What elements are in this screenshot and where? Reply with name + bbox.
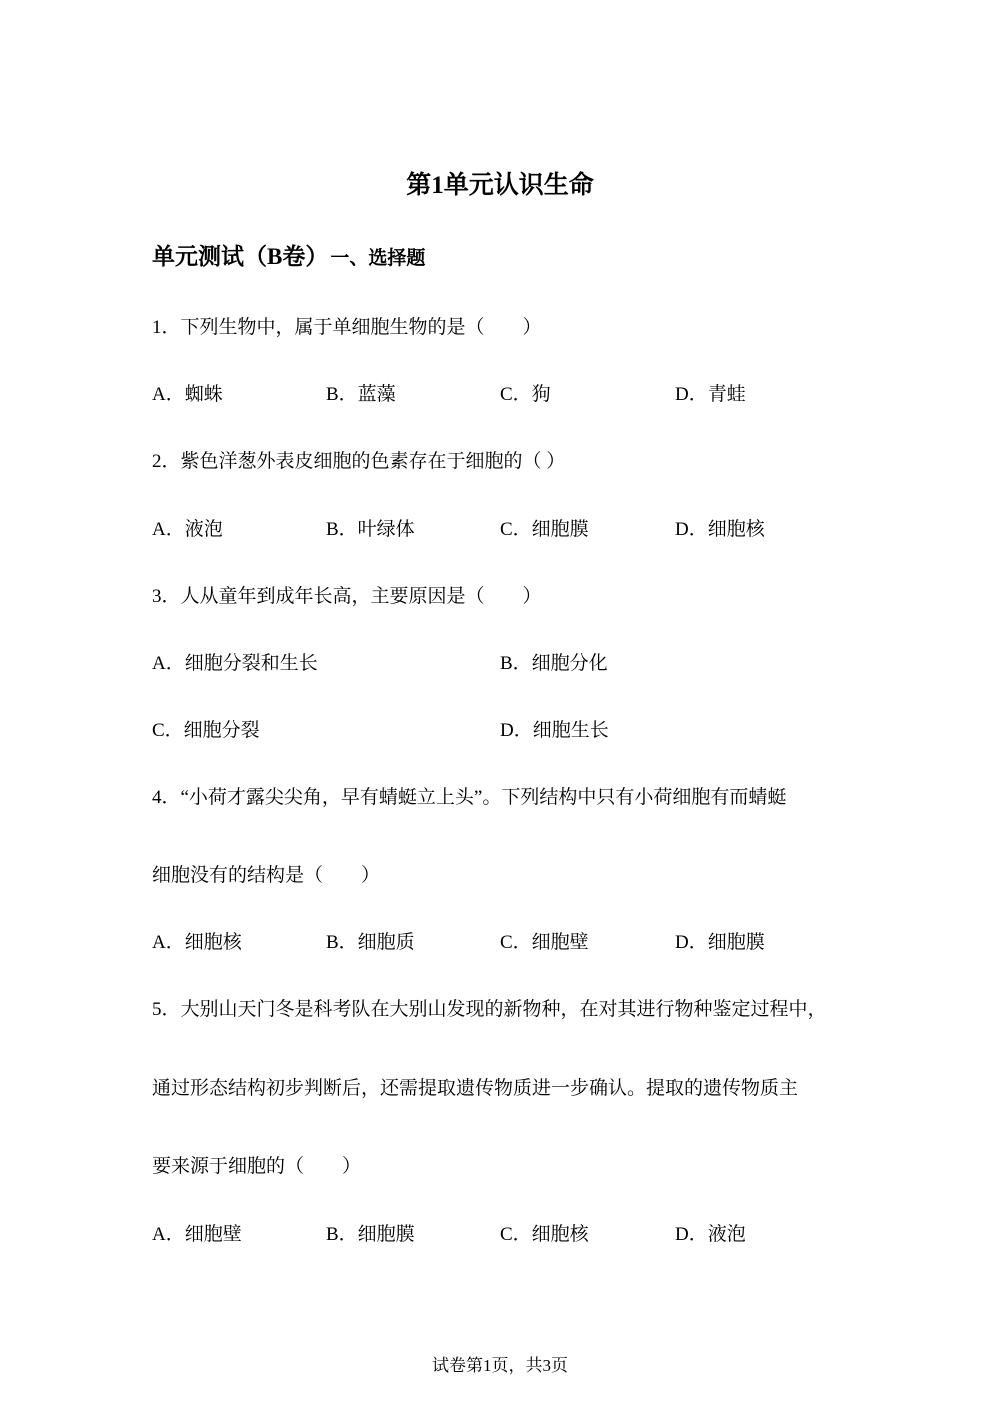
subtitle bbox=[152, 237, 425, 280]
question-4-option-c: C．细胞壁 bbox=[500, 932, 589, 953]
question-4-option-d: D．细胞膜 bbox=[675, 932, 765, 953]
question-5-option-c: C．细胞核 bbox=[500, 1224, 589, 1245]
question-4-stem-line-1: 4．“小荷才露尖尖角，早有蜻蜓立上头”。下列结构中只有小荷细胞有而蜻蜓 bbox=[152, 787, 787, 808]
question-3-option-a: A．细胞分裂和生长 bbox=[152, 653, 318, 674]
question-1-stem: 1．下列生物中，属于单细胞生物的是（ ） bbox=[152, 317, 542, 338]
question-3-option-b: B．细胞分化 bbox=[500, 653, 608, 674]
question-5-option-b: B．细胞膜 bbox=[326, 1224, 415, 1245]
question-2-option-d: D．细胞核 bbox=[675, 519, 765, 540]
question-1-option-c: C．狗 bbox=[500, 384, 551, 405]
question-3-option-d: D．细胞生长 bbox=[500, 720, 609, 741]
question-4-option-b: B．细胞质 bbox=[326, 932, 415, 953]
question-5-option-a: A．细胞壁 bbox=[152, 1224, 242, 1245]
question-4-option-a: A．细胞核 bbox=[152, 932, 242, 953]
unit-test-label: 单元测试（B卷） bbox=[152, 244, 329, 269]
page-title: 第1单元认识生命 bbox=[406, 172, 594, 199]
question-2-option-c: C．细胞膜 bbox=[500, 519, 589, 540]
question-5-stem-line-1: 5．大别山天门冬是科考队在大别山发现的新物种，在对其进行物种鉴定过程中， bbox=[152, 999, 827, 1020]
question-1-option-b: B．蓝藻 bbox=[326, 384, 396, 405]
question-5-stem-line-2: 通过形态结构初步判断后，还需提取遗传物质进一步确认。提取的遗传物质主 bbox=[152, 1078, 799, 1099]
question-2-option-a: A．液泡 bbox=[152, 519, 223, 540]
section-heading: 一、选择题 bbox=[330, 248, 426, 269]
question-1-option-d: D．青蛙 bbox=[675, 384, 746, 405]
question-2-option-b: B．叶绿体 bbox=[326, 519, 415, 540]
question-5-stem-line-3: 要来源于细胞的（ ） bbox=[152, 1156, 362, 1177]
question-3-option-c: C．细胞分裂 bbox=[152, 720, 260, 741]
page-footer: 试卷第1页，共3页 bbox=[432, 1356, 568, 1375]
question-1-option-a: A．蜘蛛 bbox=[152, 384, 223, 405]
question-2-stem: 2．紫色洋葱外表皮细胞的色素存在于细胞的（ ） bbox=[152, 451, 566, 472]
question-4-stem-line-2: 细胞没有的结构是（ ） bbox=[152, 865, 381, 886]
question-5-option-d: D．液泡 bbox=[675, 1224, 746, 1245]
question-3-stem: 3．人从童年到成年长高，主要原因是（ ） bbox=[152, 586, 542, 607]
